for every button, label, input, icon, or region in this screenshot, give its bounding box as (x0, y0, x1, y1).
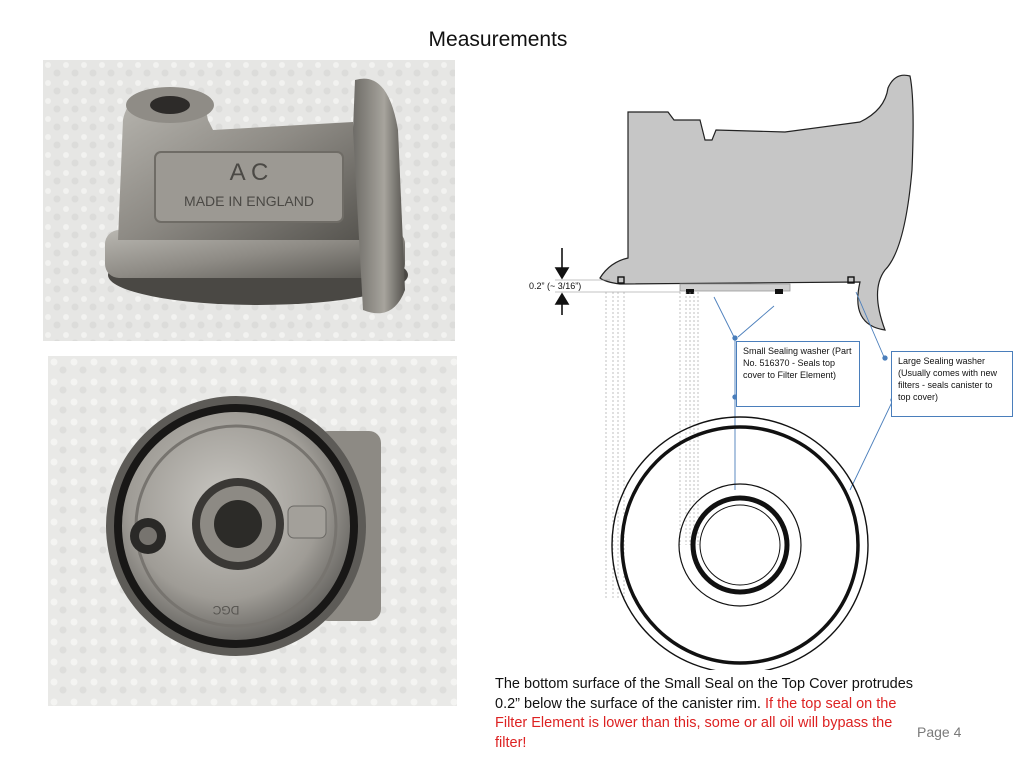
page-number: Page 4 (917, 724, 962, 740)
callout-large-sealing-washer: Large Sealing washer (Usually comes with new filters - seals canister to top cover) (891, 351, 1013, 417)
svg-text:DGC: DGC (212, 603, 240, 617)
caption-text: The bottom surface of the Small Seal on the Top Cover protrudes 0.2” below the surface of the canister rim. (495, 676, 914, 712)
caption-warning: If the top seal on the Filter Element is lower than this, some or all oil will bypass the filter! (495, 695, 897, 751)
filter-head-side-photo (43, 60, 455, 341)
svg-text:A C: A C (229, 159, 269, 186)
caption (495, 675, 915, 753)
measurement-label: 0.2” (~ 3/16”) (529, 281, 582, 291)
seal-ring-plan-view (612, 417, 868, 670)
filter-head-underside-photo (48, 356, 457, 706)
callout-small-sealing-washer: Small Sealing washer (Part No. 516370 - Seals top cover to Filter Element) (736, 341, 860, 407)
small-washer-plate (680, 284, 790, 291)
page-title: Measurements (428, 28, 568, 51)
svg-text:MADE IN ENGLAND: MADE IN ENGLAND (184, 193, 314, 209)
